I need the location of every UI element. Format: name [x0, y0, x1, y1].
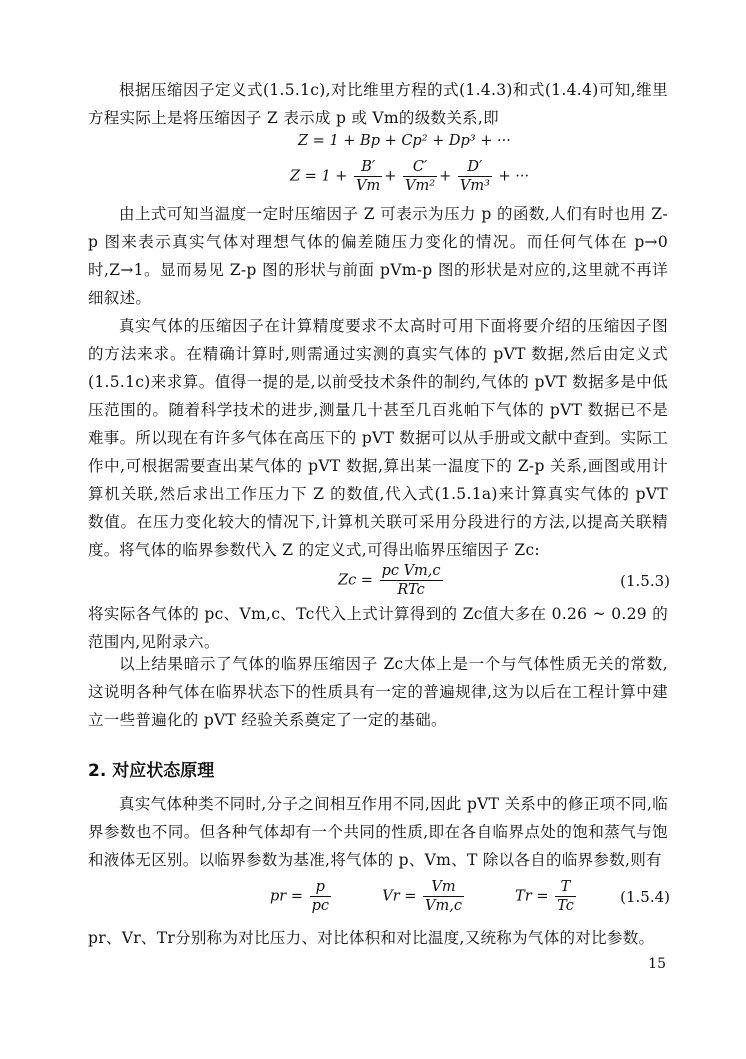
paragraph-critical-values: 将实际各气体的 pc、Vm,c、Tc代入上式计算得到的 Zc值大多在 0.26 ~ 0.29 的范围内,见附录六。	[88, 605, 668, 651]
paragraph-corresponding-states: 真实气体种类不同时,分子之间相互作用不同,因此 pVT 关系中的修正项不同,临界参数也不同。但各种气体却有一个共同的性质,即在各自临界点处的饱和蒸气与饱和液体无区别。以临界参数为基准,将气体的 p、Vm、T 除以各自的临界参数,则有	[88, 795, 668, 869]
eq4-pr-fraction: $\frac{p}{pc}$	[311, 879, 329, 914]
paragraph-critical-implication: 以上结果暗示了气体的临界压缩因子 Zc大体上是一个与气体性质无关的常数,这说明各种气体在临界状态下的性质具有一定的普遍规律,这为以后在工程计算中建立一些普遍化的 pVT 经验关系奠定了一定的基础。	[88, 655, 668, 729]
equation-reduced-parameters	[270, 878, 578, 915]
eq3-lead: Zc =	[338, 572, 373, 589]
eq3-fraction: $\frac{\text{pc Vm,c}}{\text{RTc}}$	[381, 563, 441, 598]
equation-virial-pressure: Z = 1 + Bp + Cp² + Dp³ + ···	[298, 133, 511, 149]
eq4-pr-label: pr =	[270, 888, 303, 905]
eq4-vr-label: Vr =	[382, 888, 417, 905]
equation-critical-compression-factor	[338, 562, 445, 599]
equation-number-1-5-4: (1.5.4)	[620, 888, 670, 906]
eq2-term-c: $\frac{C'}{\text{Vm²}}$	[405, 159, 436, 194]
eq2-lead: Z = 1 +	[290, 168, 348, 185]
eq2-term-d: $\frac{D'}{\text{Vm³}}$	[459, 159, 490, 194]
eq4-tr-fraction: $\frac{T}{Tc}$	[557, 879, 574, 914]
equation-number-1-5-3: (1.5.3)	[620, 572, 670, 590]
section-title: 2. 对应状态原理	[88, 761, 215, 781]
paragraph-virial-intro: 根据压缩因子定义式(1.5.1c),对比维里方程的式(1.4.3)和式(1.4.4)可知,维里方程实际上是将压缩因子 Z 表示成 p 或 Vm的级数关系,即	[88, 81, 668, 127]
eq2-tail: + ···	[498, 168, 530, 185]
paragraph-compression-factor: 真实气体的压缩因子在计算精度要求不太高时可用下面将要介绍的压缩因子图的方法来求。在精确计算时,则需通过实测的真实气体的 pVT 数据,然后由定义式(1.5.1c)来求算。值得一提的是,以前受技术条件的制约,气体的 pVT 数据多是中低压范围的。随着科学技术的进步,测量几十甚至几百兆帕下气体的 pVT 数据已不是难事。所以现在有许多气体在高压下的 pVT 数据可以从手册或文献中查到。实际工作中,可根据需要查出某气体的 pVT 数据,算出某一温度下的 Z-p 关系,画图或用计算机关联,然后求出工作压力下 Z 的数值,代入式(1.5.1a)来计算真实气体的 pVT 数值。在压力变化较大的情况下,计算机关联可采用分段进行的方法,以提高关联精度。	[88, 317, 669, 559]
paragraph-z-p-diagram: 由上式可知当温度一定时压缩因子 Z 可表示为压力 p 的函数,人们有时也用 Z-p 图来表示真实气体对理想气体的偏差随压力变化的情况。而任何气体在 p→0 时,Z→1。显而易见 Z-p 图的形状与前面 pVm-p 图的形状是对应的,这里就不再详细叙述。	[88, 205, 668, 307]
equation-virial-volume: Z = 1 + $\frac{B'}{Vm}$ + $\frac{C'}{\text{Vm²}}$ + $\frac{D'}{\text{Vm³}}$ + ···	[290, 159, 530, 194]
eq2-term-b: $\frac{B'}{Vm}$	[356, 159, 381, 194]
page-number: 15	[648, 956, 666, 972]
eq4-tr-label: Tr =	[515, 888, 549, 905]
paragraph-critical-factor-intro: 将气体的临界参数代入 Z 的定义式,可得出临界压缩因子 Zc:	[119, 541, 540, 559]
eq4-vr-fraction: $\frac{Vm}{Vm,c}$	[425, 879, 462, 914]
paragraph-reduced-parameters-definition: pr、Vr、Tr分别称为对比压力、对比体积和对比温度,又统称为气体的对比参数。	[88, 929, 655, 947]
